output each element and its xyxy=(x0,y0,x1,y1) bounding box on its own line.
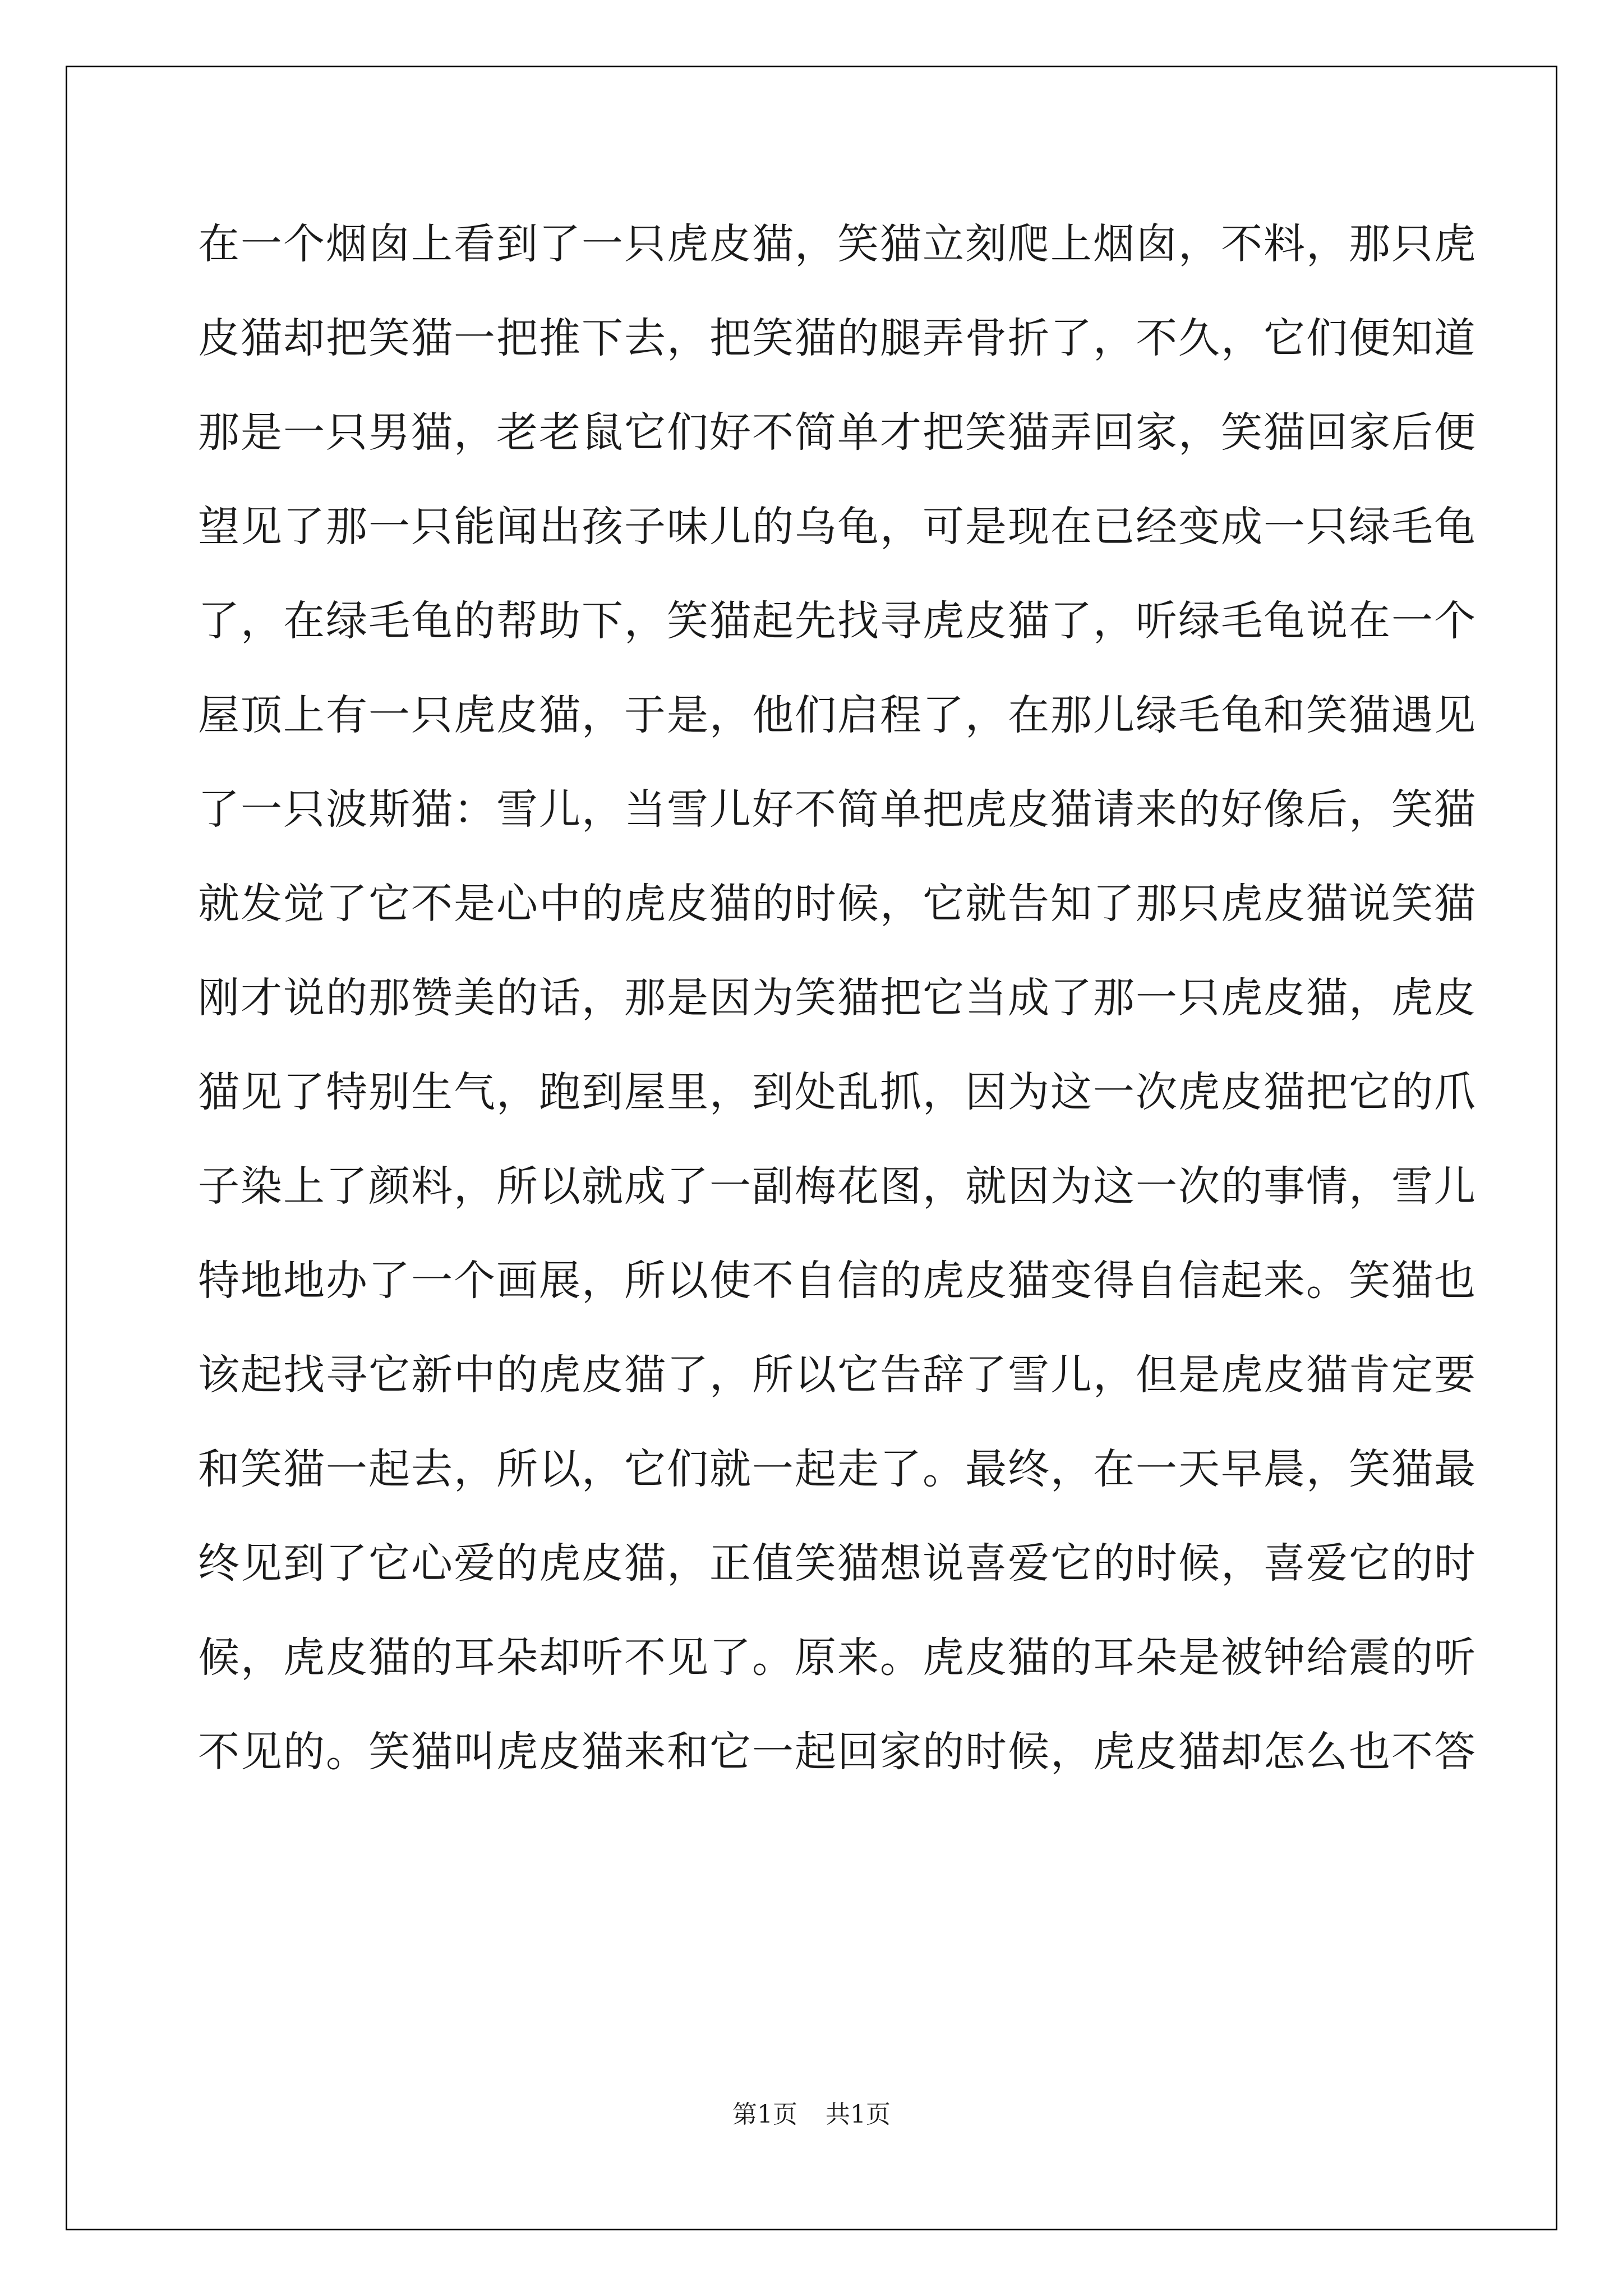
page-footer xyxy=(0,2098,1623,2132)
text-line-7: 了一只波斯猫：雪儿，当雪儿好不简单把虎皮猫请来的好像后，笑猫 xyxy=(198,785,1477,834)
document-body xyxy=(198,215,1477,1817)
text-line-10: 猫见了特别生气，跑到屋里，到处乱抓，因为这一次虎皮猫把它的爪 xyxy=(198,1068,1477,1116)
text-line-2: 皮猫却把笑猫一把推下去，把笑猫的腿弄骨折了，不久，它们便知道 xyxy=(198,314,1477,362)
text-line-5: 了，在绿毛龟的帮助下，笑猫起先找寻虎皮猫了，听绿毛龟说在一个 xyxy=(198,597,1477,645)
text-line-17: 不见的。笑猫叫虎皮猫来和它一起回家的时候，虎皮猫却怎么也不答 xyxy=(198,1728,1477,1776)
text-line-4: 望见了那一只能闻出孩子味儿的乌龟，可是现在已经变成一只绿毛龟 xyxy=(198,503,1477,551)
text-line-9: 刚才说的那赞美的话，那是因为笑猫把它当成了那一只虎皮猫，虎皮 xyxy=(198,974,1477,1022)
text-line-12: 特地地办了一个画展，所以使不自信的虎皮猫变得自信起来。笑猫也 xyxy=(198,1257,1477,1305)
text-line-14: 和笑猫一起去，所以，它们就一起走了。最终，在一天早晨，笑猫最 xyxy=(198,1445,1477,1493)
text-line-13: 该起找寻它新中的虎皮猫了，所以它告辞了雪儿，但是虎皮猫肯定要 xyxy=(198,1351,1477,1399)
text-line-15: 终见到了它心爱的虎皮猫，正值笑猫想说喜爱它的时候，喜爱它的时 xyxy=(198,1539,1477,1588)
page-number: 第1页 xyxy=(732,2100,797,2129)
text-line-16: 候，虎皮猫的耳朵却听不见了。原来。虎皮猫的耳朵是被钟给震的听 xyxy=(198,1634,1477,1682)
page-total: 共1页 xyxy=(826,2100,891,2129)
text-line-6: 屋顶上有一只虎皮猫，于是，他们启程了，在那儿绿毛龟和笑猫遇见 xyxy=(198,691,1477,739)
text-line-1: 在一个烟囱上看到了一只虎皮猫，笑猫立刻爬上烟囱，不料，那只虎 xyxy=(198,220,1477,268)
text-line-8: 就发觉了它不是心中的虎皮猫的时候，它就告知了那只虎皮猫说笑猫 xyxy=(198,880,1477,928)
text-line-3: 那是一只男猫，老老鼠它们好不简单才把笑猫弄回家，笑猫回家后便 xyxy=(198,408,1477,457)
text-line-11: 子染上了颜料，所以就成了一副梅花图，就因为这一次的事情，雪儿 xyxy=(198,1162,1477,1211)
